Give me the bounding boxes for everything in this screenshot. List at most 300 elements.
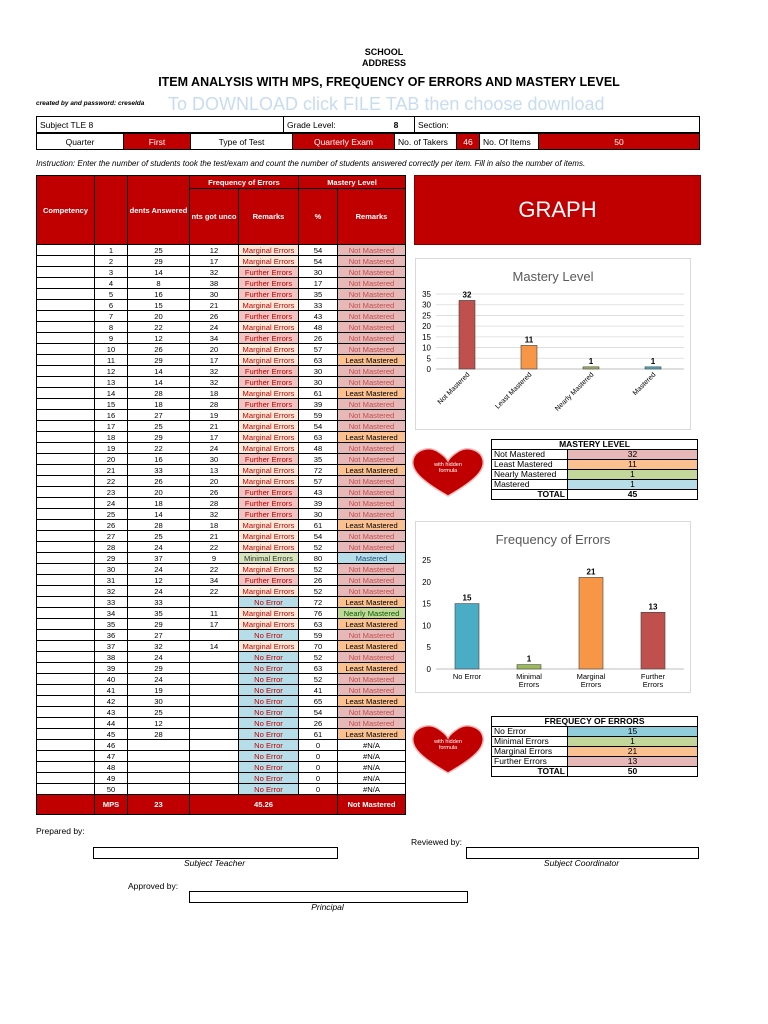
wrong-count-cell bbox=[190, 784, 239, 795]
competency-cell[interactable] bbox=[37, 773, 95, 784]
table-row bbox=[37, 696, 406, 707]
summary-label: Nearly Mastered bbox=[492, 470, 568, 480]
summary-row bbox=[492, 727, 698, 737]
quarter-label: Quarter bbox=[37, 134, 124, 150]
wrong-count-cell bbox=[190, 652, 239, 663]
mastery-remark-cell: Least Mastered bbox=[338, 432, 406, 443]
competency-cell[interactable] bbox=[37, 388, 95, 399]
percent-cell: 59 bbox=[299, 410, 338, 421]
item-number-cell: 41 bbox=[95, 685, 128, 696]
error-remark-cell: Further Errors bbox=[239, 454, 299, 465]
item-number-cell: 4 bbox=[95, 278, 128, 289]
mastery-remark-cell: Not Mastered bbox=[338, 399, 406, 410]
summary-value: 13 bbox=[568, 757, 698, 767]
school-header bbox=[0, 47, 768, 69]
item-number-cell: 44 bbox=[95, 718, 128, 729]
data-label: 1 bbox=[588, 356, 594, 366]
competency-cell[interactable] bbox=[37, 674, 95, 685]
error-remark-cell: Further Errors bbox=[239, 399, 299, 410]
item-number-cell: 16 bbox=[95, 410, 128, 421]
percent-cell: 39 bbox=[299, 498, 338, 509]
competency-cell[interactable] bbox=[37, 641, 95, 652]
y-tick-label: 10 bbox=[422, 343, 431, 353]
answered-cell[interactable]: 26 bbox=[128, 344, 190, 355]
competency-cell[interactable] bbox=[37, 278, 95, 289]
competency-cell[interactable] bbox=[37, 366, 95, 377]
competency-cell[interactable] bbox=[37, 465, 95, 476]
competency-cell[interactable] bbox=[37, 377, 95, 388]
percent-cell: 63 bbox=[299, 355, 338, 366]
error-remark-cell: No Error bbox=[239, 597, 299, 608]
mastery-remark-cell: Not Mastered bbox=[338, 256, 406, 267]
section-label: Section: bbox=[415, 117, 700, 133]
percent-cell: 76 bbox=[299, 608, 338, 619]
answered-cell[interactable]: 28 bbox=[128, 388, 190, 399]
percent-cell: 80 bbox=[299, 553, 338, 564]
y-tick-label: 10 bbox=[422, 621, 431, 631]
competency-cell[interactable] bbox=[37, 564, 95, 575]
competency-cell[interactable] bbox=[37, 729, 95, 740]
answered-cell[interactable]: 16 bbox=[128, 454, 190, 465]
table-row bbox=[37, 278, 406, 289]
percent-cell: 26 bbox=[299, 718, 338, 729]
answered-cell[interactable]: 22 bbox=[128, 322, 190, 333]
table-row bbox=[37, 729, 406, 740]
subject-cell: Subject TLE 8 bbox=[37, 117, 284, 133]
competency-cell[interactable] bbox=[37, 619, 95, 630]
competency-cell[interactable] bbox=[37, 531, 95, 542]
competency-cell[interactable] bbox=[37, 487, 95, 498]
item-number-cell: 22 bbox=[95, 476, 128, 487]
table-row bbox=[37, 619, 406, 630]
percent-cell: 35 bbox=[299, 454, 338, 465]
wrong-count-cell bbox=[190, 597, 239, 608]
mastery-remark-cell: #N/A bbox=[338, 762, 406, 773]
answered-cell[interactable]: 24 bbox=[128, 564, 190, 575]
percent-cell: 26 bbox=[299, 575, 338, 586]
answered-cell[interactable]: 12 bbox=[128, 575, 190, 586]
item-number-cell: 17 bbox=[95, 421, 128, 432]
item-number-cell: 5 bbox=[95, 289, 128, 300]
table-row bbox=[37, 454, 406, 465]
competency-cell[interactable] bbox=[37, 355, 95, 366]
answered-cell[interactable]: 19 bbox=[128, 685, 190, 696]
answered-cell[interactable]: 25 bbox=[128, 421, 190, 432]
data-label: 11 bbox=[524, 335, 534, 345]
competency-cell[interactable] bbox=[37, 762, 95, 773]
competency-cell[interactable] bbox=[37, 586, 95, 597]
answered-cell[interactable]: 24 bbox=[128, 542, 190, 553]
error-remark-cell: No Error bbox=[239, 674, 299, 685]
competency-cell[interactable] bbox=[37, 322, 95, 333]
wrong-count-cell: 26 bbox=[190, 311, 239, 322]
percent-cell: 48 bbox=[299, 443, 338, 454]
error-remark-cell: Marginal Errors bbox=[239, 322, 299, 333]
credit-text: created by and password: creselda bbox=[36, 100, 145, 107]
error-remark-cell: Further Errors bbox=[239, 509, 299, 520]
competency-cell[interactable] bbox=[37, 520, 95, 531]
table-row bbox=[37, 300, 406, 311]
takers-value[interactable]: 46 bbox=[457, 134, 480, 150]
answered-cell[interactable]: 12 bbox=[128, 718, 190, 729]
competency-cell[interactable] bbox=[37, 476, 95, 487]
items-value[interactable]: 50 bbox=[539, 134, 700, 150]
item-number-cell: 30 bbox=[95, 564, 128, 575]
answered-cell[interactable]: 24 bbox=[128, 586, 190, 597]
answered-cell[interactable]: 26 bbox=[128, 476, 190, 487]
answered-cell[interactable]: 27 bbox=[128, 410, 190, 421]
wrong-count-cell: 12 bbox=[190, 245, 239, 256]
percent-cell: 63 bbox=[299, 619, 338, 630]
wrong-count-cell: 30 bbox=[190, 454, 239, 465]
competency-cell[interactable] bbox=[37, 553, 95, 564]
wrong-count-cell bbox=[190, 707, 239, 718]
table-row bbox=[37, 487, 406, 498]
percent-cell: 63 bbox=[299, 663, 338, 674]
error-remark-cell: No Error bbox=[239, 784, 299, 795]
y-tick-label: 0 bbox=[426, 365, 431, 374]
summary-label: Mastered bbox=[492, 480, 568, 490]
table-row bbox=[37, 256, 406, 267]
percent-cell: 52 bbox=[299, 542, 338, 553]
competency-cell[interactable] bbox=[37, 245, 95, 256]
wrong-count-cell bbox=[190, 630, 239, 641]
wrong-count-cell bbox=[190, 696, 239, 707]
error-remark-cell: Marginal Errors bbox=[239, 564, 299, 575]
competency-cell[interactable] bbox=[37, 652, 95, 663]
y-tick-label: 25 bbox=[422, 556, 431, 565]
error-remark-cell: No Error bbox=[239, 696, 299, 707]
answered-cell[interactable]: 8 bbox=[128, 278, 190, 289]
mastery-remark-cell: Not Mastered bbox=[338, 630, 406, 641]
item-number-cell: 37 bbox=[95, 641, 128, 652]
competency-cell[interactable] bbox=[37, 443, 95, 454]
category-label: Errors bbox=[580, 680, 602, 689]
answered-cell[interactable]: 25 bbox=[128, 707, 190, 718]
mastery-remark-cell: Least Mastered bbox=[338, 696, 406, 707]
answered-cell[interactable]: 24 bbox=[128, 652, 190, 663]
errors-summary-title: FREQUECY OF ERRORS bbox=[492, 717, 698, 727]
grade-label: Grade Level: bbox=[284, 117, 379, 133]
answered-cell[interactable]: 37 bbox=[128, 553, 190, 564]
percent-cell: 54 bbox=[299, 707, 338, 718]
answered-cell[interactable]: 29 bbox=[128, 256, 190, 267]
answered-cell[interactable]: 29 bbox=[128, 432, 190, 443]
competency-cell[interactable] bbox=[37, 498, 95, 509]
competency-cell[interactable] bbox=[37, 685, 95, 696]
competency-cell[interactable] bbox=[37, 410, 95, 421]
item-rows bbox=[37, 245, 406, 795]
table-row bbox=[37, 751, 406, 762]
summary-value: 21 bbox=[568, 747, 698, 757]
mastery-remark-cell: Mastered bbox=[338, 553, 406, 564]
errors-summary-table bbox=[491, 716, 698, 777]
competency-cell[interactable] bbox=[37, 256, 95, 267]
answered-cell[interactable]: 25 bbox=[128, 531, 190, 542]
error-remark-cell: Further Errors bbox=[239, 311, 299, 322]
competency-cell[interactable] bbox=[37, 300, 95, 311]
table-row bbox=[37, 553, 406, 564]
item-number-cell: 49 bbox=[95, 773, 128, 784]
wrong-count-cell bbox=[190, 740, 239, 751]
answered-cell[interactable]: 30 bbox=[128, 696, 190, 707]
competency-cell[interactable] bbox=[37, 289, 95, 300]
percent-cell: 70 bbox=[299, 641, 338, 652]
answered-cell[interactable]: 33 bbox=[128, 597, 190, 608]
item-number-cell: 43 bbox=[95, 707, 128, 718]
category-label: Nearly Mastered bbox=[554, 371, 596, 413]
answered-cell[interactable]: 14 bbox=[128, 377, 190, 388]
y-tick-label: 25 bbox=[422, 311, 431, 321]
percent-cell: 33 bbox=[299, 300, 338, 311]
answered-cell[interactable]: 32 bbox=[128, 641, 190, 652]
error-remark-cell: No Error bbox=[239, 630, 299, 641]
error-remark-cell: Further Errors bbox=[239, 278, 299, 289]
answered-cell[interactable]: 20 bbox=[128, 487, 190, 498]
competency-cell[interactable] bbox=[37, 751, 95, 762]
summary-row bbox=[492, 460, 698, 470]
percent-cell: 0 bbox=[299, 762, 338, 773]
competency-cell[interactable] bbox=[37, 421, 95, 432]
answered-cell[interactable]: 28 bbox=[128, 520, 190, 531]
answered-cell[interactable]: 14 bbox=[128, 267, 190, 278]
approved-by-label: Approved by: bbox=[128, 881, 179, 891]
error-remark-cell: Marginal Errors bbox=[239, 432, 299, 443]
answered-cell[interactable] bbox=[128, 751, 190, 762]
percent-cell: 65 bbox=[299, 696, 338, 707]
error-remark-cell: Marginal Errors bbox=[239, 443, 299, 454]
answered-cell[interactable]: 28 bbox=[128, 729, 190, 740]
mastery-remark-cell: Not Mastered bbox=[338, 344, 406, 355]
mastery-remark-cell: Not Mastered bbox=[338, 410, 406, 421]
table-row bbox=[37, 465, 406, 476]
test-type-value[interactable]: Quarterly Exam bbox=[293, 134, 395, 150]
wrong-count-cell: 38 bbox=[190, 278, 239, 289]
table-row bbox=[37, 245, 406, 256]
mastery-remark-cell: Least Mastered bbox=[338, 641, 406, 652]
mastery-remark-cell: Not Mastered bbox=[338, 476, 406, 487]
item-number-cell: 20 bbox=[95, 454, 128, 465]
competency-cell[interactable] bbox=[37, 608, 95, 619]
mastery-remark-cell: Not Mastered bbox=[338, 289, 406, 300]
answered-cell[interactable]: 14 bbox=[128, 509, 190, 520]
summary-label: Further Errors bbox=[492, 757, 568, 767]
competency-cell[interactable] bbox=[37, 344, 95, 355]
wrong-count-cell: 18 bbox=[190, 388, 239, 399]
answered-cell[interactable]: 29 bbox=[128, 619, 190, 630]
competency-cell[interactable] bbox=[37, 333, 95, 344]
answered-cell[interactable]: 18 bbox=[128, 498, 190, 509]
mastery-chart-svg bbox=[416, 259, 690, 429]
answered-cell[interactable]: 14 bbox=[128, 366, 190, 377]
error-remark-cell: Minimal Errors bbox=[239, 553, 299, 564]
competency-cell[interactable] bbox=[37, 707, 95, 718]
quarter-value[interactable]: First bbox=[124, 134, 191, 150]
data-label: 15 bbox=[462, 593, 472, 603]
percent-cell: 39 bbox=[299, 399, 338, 410]
heart-icon bbox=[410, 723, 486, 775]
percent-cell: 30 bbox=[299, 509, 338, 520]
mps-remark: Not Mastered bbox=[338, 795, 406, 815]
error-remark-cell: Marginal Errors bbox=[239, 245, 299, 256]
errors-chart-svg bbox=[416, 522, 690, 692]
percent-cell: 72 bbox=[299, 597, 338, 608]
table-row bbox=[37, 289, 406, 300]
percent-cell: 0 bbox=[299, 740, 338, 751]
answered-cell[interactable]: 29 bbox=[128, 355, 190, 366]
competency-cell[interactable] bbox=[37, 696, 95, 707]
table-row bbox=[37, 608, 406, 619]
answered-cell[interactable]: 35 bbox=[128, 608, 190, 619]
item-number-cell: 21 bbox=[95, 465, 128, 476]
mastery-remark-cell: Least Mastered bbox=[338, 597, 406, 608]
percent-cell: 48 bbox=[299, 322, 338, 333]
error-remark-cell: No Error bbox=[239, 751, 299, 762]
summary-row bbox=[492, 757, 698, 767]
answered-cell[interactable] bbox=[128, 740, 190, 751]
competency-cell[interactable] bbox=[37, 509, 95, 520]
competency-header: Competency bbox=[37, 176, 95, 245]
wrong-count-cell: 20 bbox=[190, 476, 239, 487]
answered-cell[interactable]: 29 bbox=[128, 663, 190, 674]
competency-cell[interactable] bbox=[37, 454, 95, 465]
summary-row bbox=[492, 737, 698, 747]
wrong-count-cell: 32 bbox=[190, 509, 239, 520]
percent-cell: 54 bbox=[299, 256, 338, 267]
got-unco-header: nts got unco bbox=[190, 189, 239, 245]
item-number-cell: 24 bbox=[95, 498, 128, 509]
answered-cell[interactable]: 27 bbox=[128, 630, 190, 641]
answered-cell[interactable]: 25 bbox=[128, 245, 190, 256]
wrong-count-cell: 22 bbox=[190, 564, 239, 575]
mastery-remark-cell: Not Mastered bbox=[338, 377, 406, 388]
competency-cell[interactable] bbox=[37, 740, 95, 751]
competency-cell[interactable] bbox=[37, 663, 95, 674]
mastery-summary-rows bbox=[492, 450, 698, 490]
error-remark-cell: No Error bbox=[239, 740, 299, 751]
answered-cell[interactable] bbox=[128, 773, 190, 784]
summary-value: 1 bbox=[568, 737, 698, 747]
answered-cell[interactable]: 16 bbox=[128, 289, 190, 300]
answered-cell[interactable]: 22 bbox=[128, 443, 190, 454]
competency-cell[interactable] bbox=[37, 784, 95, 795]
errors-total-label: TOTAL bbox=[492, 767, 568, 777]
answered-cell[interactable]: 12 bbox=[128, 333, 190, 344]
answered-cell[interactable]: 15 bbox=[128, 300, 190, 311]
item-number-cell: 3 bbox=[95, 267, 128, 278]
category-label: Mastered bbox=[631, 371, 658, 398]
mastery-remark-cell: Not Mastered bbox=[338, 333, 406, 344]
item-number-cell: 14 bbox=[95, 388, 128, 399]
mastery-remark-cell: Not Mastered bbox=[338, 531, 406, 542]
mastery-remark-cell: Not Mastered bbox=[338, 685, 406, 696]
bar bbox=[459, 300, 475, 369]
table-row bbox=[37, 366, 406, 377]
error-remark-cell: No Error bbox=[239, 773, 299, 784]
percent-cell: 0 bbox=[299, 773, 338, 784]
answered-cell[interactable] bbox=[128, 784, 190, 795]
data-label: 13 bbox=[648, 602, 658, 612]
bar bbox=[521, 345, 537, 369]
info-table-row2 bbox=[36, 133, 700, 150]
answered-cell[interactable]: 18 bbox=[128, 399, 190, 410]
percent-cell: 35 bbox=[299, 289, 338, 300]
table-row bbox=[37, 476, 406, 487]
bar bbox=[645, 367, 661, 369]
summary-value: 1 bbox=[568, 480, 698, 490]
competency-cell[interactable] bbox=[37, 399, 95, 410]
item-number-cell: 45 bbox=[95, 729, 128, 740]
error-remark-cell: Marginal Errors bbox=[239, 542, 299, 553]
competency-cell[interactable] bbox=[37, 542, 95, 553]
competency-cell[interactable] bbox=[37, 311, 95, 322]
percent-cell: 52 bbox=[299, 586, 338, 597]
mastery-remark-cell: #N/A bbox=[338, 740, 406, 751]
bar bbox=[641, 612, 665, 669]
percent-cell: 57 bbox=[299, 476, 338, 487]
table-row bbox=[37, 685, 406, 696]
info-table-row1 bbox=[36, 116, 700, 133]
competency-cell[interactable] bbox=[37, 630, 95, 641]
answered-cell[interactable] bbox=[128, 762, 190, 773]
mastery-remark-cell: Nearly Mastered bbox=[338, 608, 406, 619]
competency-cell[interactable] bbox=[37, 718, 95, 729]
error-remark-cell: No Error bbox=[239, 707, 299, 718]
competency-cell[interactable] bbox=[37, 575, 95, 586]
freq-errors-header: Frequency of Errors bbox=[190, 176, 299, 189]
item-number-cell: 11 bbox=[95, 355, 128, 366]
summary-value: 15 bbox=[568, 727, 698, 737]
table-row bbox=[37, 322, 406, 333]
bar bbox=[583, 367, 599, 369]
wrong-count-cell bbox=[190, 663, 239, 674]
takers-label: No. of Takers bbox=[395, 134, 457, 150]
item-number-cell: 13 bbox=[95, 377, 128, 388]
mastery-remark-cell: Not Mastered bbox=[338, 487, 406, 498]
error-remarks-header: Remarks bbox=[239, 189, 299, 245]
error-remark-cell: Marginal Errors bbox=[239, 619, 299, 630]
competency-cell[interactable] bbox=[37, 267, 95, 278]
error-remark-cell: Marginal Errors bbox=[239, 355, 299, 366]
mastery-remark-cell: Not Mastered bbox=[338, 509, 406, 520]
table-row bbox=[37, 311, 406, 322]
table-row bbox=[37, 388, 406, 399]
table-row bbox=[37, 762, 406, 773]
competency-cell[interactable] bbox=[37, 432, 95, 443]
percent-header: % bbox=[299, 189, 338, 245]
bar bbox=[517, 665, 541, 669]
mastery-remark-cell: Not Mastered bbox=[338, 718, 406, 729]
item-number-cell: 33 bbox=[95, 597, 128, 608]
summary-row bbox=[492, 747, 698, 757]
mastery-remark-cell: Not Mastered bbox=[338, 498, 406, 509]
mastery-summary-table bbox=[491, 439, 698, 500]
item-number-cell: 39 bbox=[95, 663, 128, 674]
answered-cell[interactable]: 24 bbox=[128, 674, 190, 685]
mastery-remark-cell: #N/A bbox=[338, 751, 406, 762]
percent-cell: 54 bbox=[299, 421, 338, 432]
item-number-cell: 27 bbox=[95, 531, 128, 542]
wrong-count-cell: 14 bbox=[190, 641, 239, 652]
wrong-count-cell: 18 bbox=[190, 520, 239, 531]
competency-cell[interactable] bbox=[37, 597, 95, 608]
wrong-count-cell: 28 bbox=[190, 399, 239, 410]
percent-cell: 72 bbox=[299, 465, 338, 476]
answered-cell[interactable]: 20 bbox=[128, 311, 190, 322]
percent-cell: 30 bbox=[299, 267, 338, 278]
answered-cell[interactable]: 33 bbox=[128, 465, 190, 476]
category-label: Marginal bbox=[576, 672, 606, 681]
